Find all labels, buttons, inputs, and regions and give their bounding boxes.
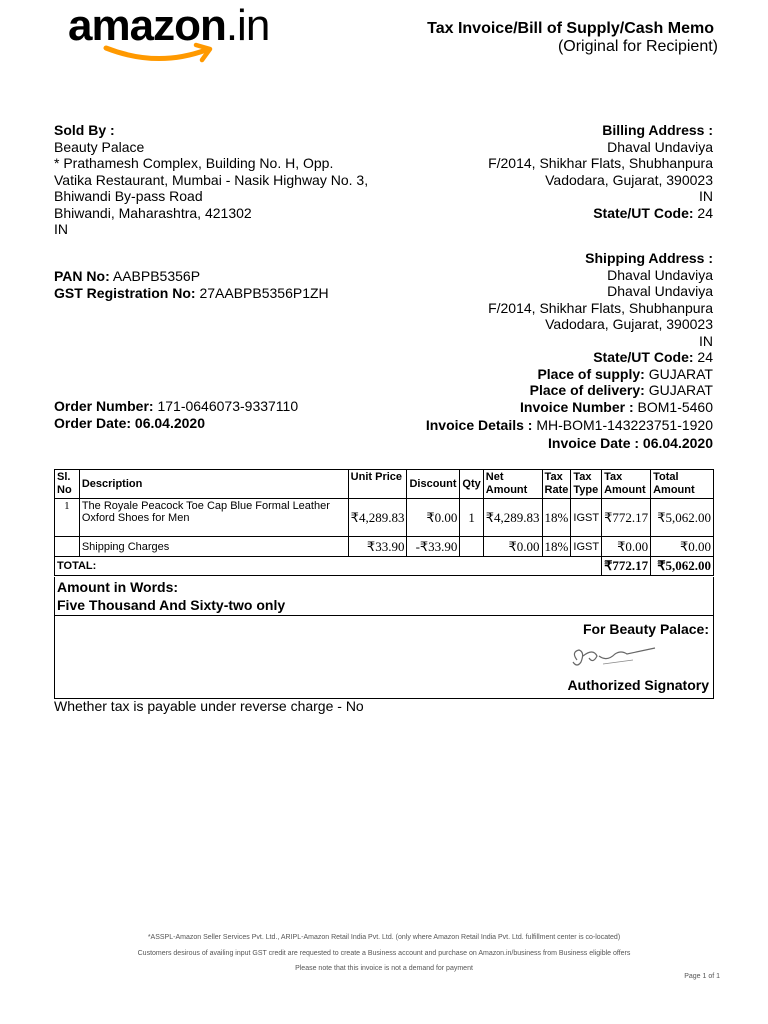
cell-unit-price: ₹33.90 <box>348 537 407 557</box>
seller-address-line3: Bhiwandi By-pass Road <box>54 188 203 204</box>
col-header-tax-type: Tax Type <box>571 470 602 499</box>
invoice-date-row <box>333 434 713 452</box>
shipping-line1: F/2014, Shikhar Flats, Shubhanpura <box>488 299 713 316</box>
place-of-supply-value: GUJARAT <box>648 365 713 382</box>
cell-sl-no <box>55 537 80 557</box>
place-of-supply-label: Place of supply: <box>537 365 645 382</box>
seller-country: IN <box>54 221 68 237</box>
col-header-tax-rate: Tax Rate <box>542 470 571 499</box>
order-date-label: Order Date: <box>54 414 132 431</box>
col-header-total-amount: Total Amount <box>651 470 714 499</box>
col-header-discount: Discount <box>407 470 460 499</box>
shipping-state-row <box>333 349 713 366</box>
billing-name: Dhaval Undaviya <box>607 138 713 155</box>
cell-total-amount: ₹0.00 <box>651 537 714 557</box>
order-date-value: 06.04.2020 <box>134 414 205 431</box>
amount-in-words-value: Five Thousand And Sixty-two only <box>57 597 286 613</box>
col-header-qty: Qty <box>460 470 483 499</box>
cell-tax-rate: 18% <box>542 537 571 557</box>
invoice-subtitle: (Original for Recipient) <box>557 38 718 55</box>
invoice-details-label: Invoice Details : <box>425 417 533 433</box>
amount-in-words-box <box>54 577 714 616</box>
table-header-row <box>55 470 714 499</box>
signatory-box <box>54 615 714 699</box>
invoice-date-value: 06.04.2020 <box>642 435 713 451</box>
place-of-delivery-row <box>333 382 713 399</box>
col-header-sl-no: Sl. No <box>55 470 80 499</box>
page-number: Page 1 of 1 <box>684 973 720 980</box>
signature-icon <box>563 642 663 672</box>
cell-total-amount: ₹5,062.00 <box>651 499 714 537</box>
invoice-details-value: MH-BOM1-143223751-1920 <box>536 417 713 433</box>
invoice-title: Tax Invoice/Bill of Supply/Cash Memo <box>427 20 714 37</box>
billing-state-value: 24 <box>697 204 713 221</box>
logo-brand: amazon <box>68 1 226 50</box>
cell-discount: -₹33.90 <box>407 537 460 557</box>
invoice-info <box>333 398 713 452</box>
authorized-signatory: Authorized Signatory <box>567 677 709 693</box>
total-tax-amount: ₹772.17 <box>602 557 651 576</box>
seller-name: Beauty Palace <box>54 138 145 155</box>
col-header-net-amount: Net Amount <box>483 470 542 499</box>
billing-address-label: Billing Address : <box>602 122 713 138</box>
table-row <box>55 499 714 537</box>
cell-tax-amount: ₹772.17 <box>602 499 651 537</box>
shipping-state-value: 24 <box>697 349 713 365</box>
amount-in-words-label: Amount in Words: <box>57 579 179 595</box>
footer-line2: Customers desirous of availing input GST credit are requested to create a Business account and purchase on Amazon.in/business from Business eligible offers <box>137 950 631 957</box>
shipping-country: IN <box>699 332 713 349</box>
gst-label: GST Registration No: <box>54 284 196 301</box>
reverse-charge-note: Whether tax is payable under reverse charge - No <box>54 698 364 714</box>
gst-value: 27AABPB5356P1ZH <box>199 284 329 301</box>
invoice-details-row <box>333 416 713 434</box>
table-total-row <box>55 557 714 576</box>
footer-line3: Please note that this invoice is not a demand for payment <box>295 965 473 972</box>
place-of-delivery-value: GUJARAT <box>648 382 713 398</box>
seller-address-line4: Bhiwandi, Maharashtra, 421302 <box>54 204 252 221</box>
billing-address-block <box>333 122 713 221</box>
cell-tax-type: IGST <box>571 537 602 557</box>
col-header-unit-price: Unit Price <box>348 470 407 499</box>
cell-qty: 1 <box>460 499 483 537</box>
cell-unit-price: ₹4,289.83 <box>348 499 407 537</box>
billing-line1: F/2014, Shikhar Flats, Shubhanpura <box>488 155 713 171</box>
cell-sl-no: 1 <box>55 499 80 537</box>
cell-tax-rate: 18% <box>542 499 571 537</box>
shipping-address-block <box>333 250 713 399</box>
amazon-logo <box>68 1 288 66</box>
invoice-number-row <box>333 398 713 416</box>
for-seller-label: For Beauty Palace: <box>582 621 709 637</box>
col-header-tax-amount: Tax Amount <box>602 470 651 499</box>
seller-address-line1: * Prathamesh Complex, Building No. H, Opp. <box>54 155 334 171</box>
place-of-delivery-label: Place of delivery: <box>529 382 645 398</box>
place-of-supply-row <box>333 366 713 383</box>
pan-value: AABPB5356P <box>112 268 201 284</box>
shipping-line2: Vadodara, Gujarat, 390023 <box>545 316 713 332</box>
invoice-date-label: Invoice Date : <box>548 435 640 451</box>
items-table <box>54 469 714 576</box>
table-row <box>55 537 714 557</box>
cell-net-amount: ₹4,289.83 <box>483 499 542 537</box>
billing-state-row <box>333 205 713 222</box>
shipping-name-1: Dhaval Undaviya <box>607 266 713 283</box>
billing-line2: Vadodara, Gujarat, 390023 <box>545 171 713 188</box>
order-number-value: 171-0646073-9337110 <box>157 398 299 414</box>
logo-tld: .in <box>225 1 270 50</box>
cell-description: The Royale Peacock Toe Cap Blue Formal Leather Oxford Shoes for Men <box>79 499 348 537</box>
cell-qty <box>460 537 483 557</box>
shipping-name-2: Dhaval Undaviya <box>607 283 713 299</box>
shipping-address-label: Shipping Address : <box>585 250 713 266</box>
cell-net-amount: ₹0.00 <box>483 537 542 557</box>
seller-address-line2: Vatika Restaurant, Mumbai - Nasik Highway No. 3, <box>54 171 369 188</box>
amazon-smile-arrow-icon <box>102 42 222 64</box>
shipping-state-label: State/UT Code: <box>593 349 694 365</box>
billing-state-label: State/UT Code: <box>593 204 694 221</box>
pan-label: PAN No: <box>54 268 110 284</box>
footer-line1: *ASSPL-Amazon Seller Services Pvt. Ltd., ARIPL-Amazon Retail India Pvt. Ltd. (only where Amazon Retail India Pvt. Ltd. fulfillment center is co-located) <box>147 934 621 941</box>
invoice-number-label: Invoice Number : <box>520 399 634 415</box>
total-label: TOTAL: <box>55 557 602 576</box>
invoice-number-value: BOM1-5460 <box>637 399 713 415</box>
total-amount: ₹5,062.00 <box>651 557 714 576</box>
cell-tax-amount: ₹0.00 <box>602 537 651 557</box>
billing-country: IN <box>699 188 713 204</box>
cell-description: Shipping Charges <box>79 537 348 557</box>
cell-tax-type: IGST <box>571 499 602 537</box>
cell-discount: ₹0.00 <box>407 499 460 537</box>
order-number-label: Order Number: <box>54 398 154 414</box>
col-header-description: Description <box>79 470 348 499</box>
sold-by-label: Sold By : <box>54 122 115 138</box>
